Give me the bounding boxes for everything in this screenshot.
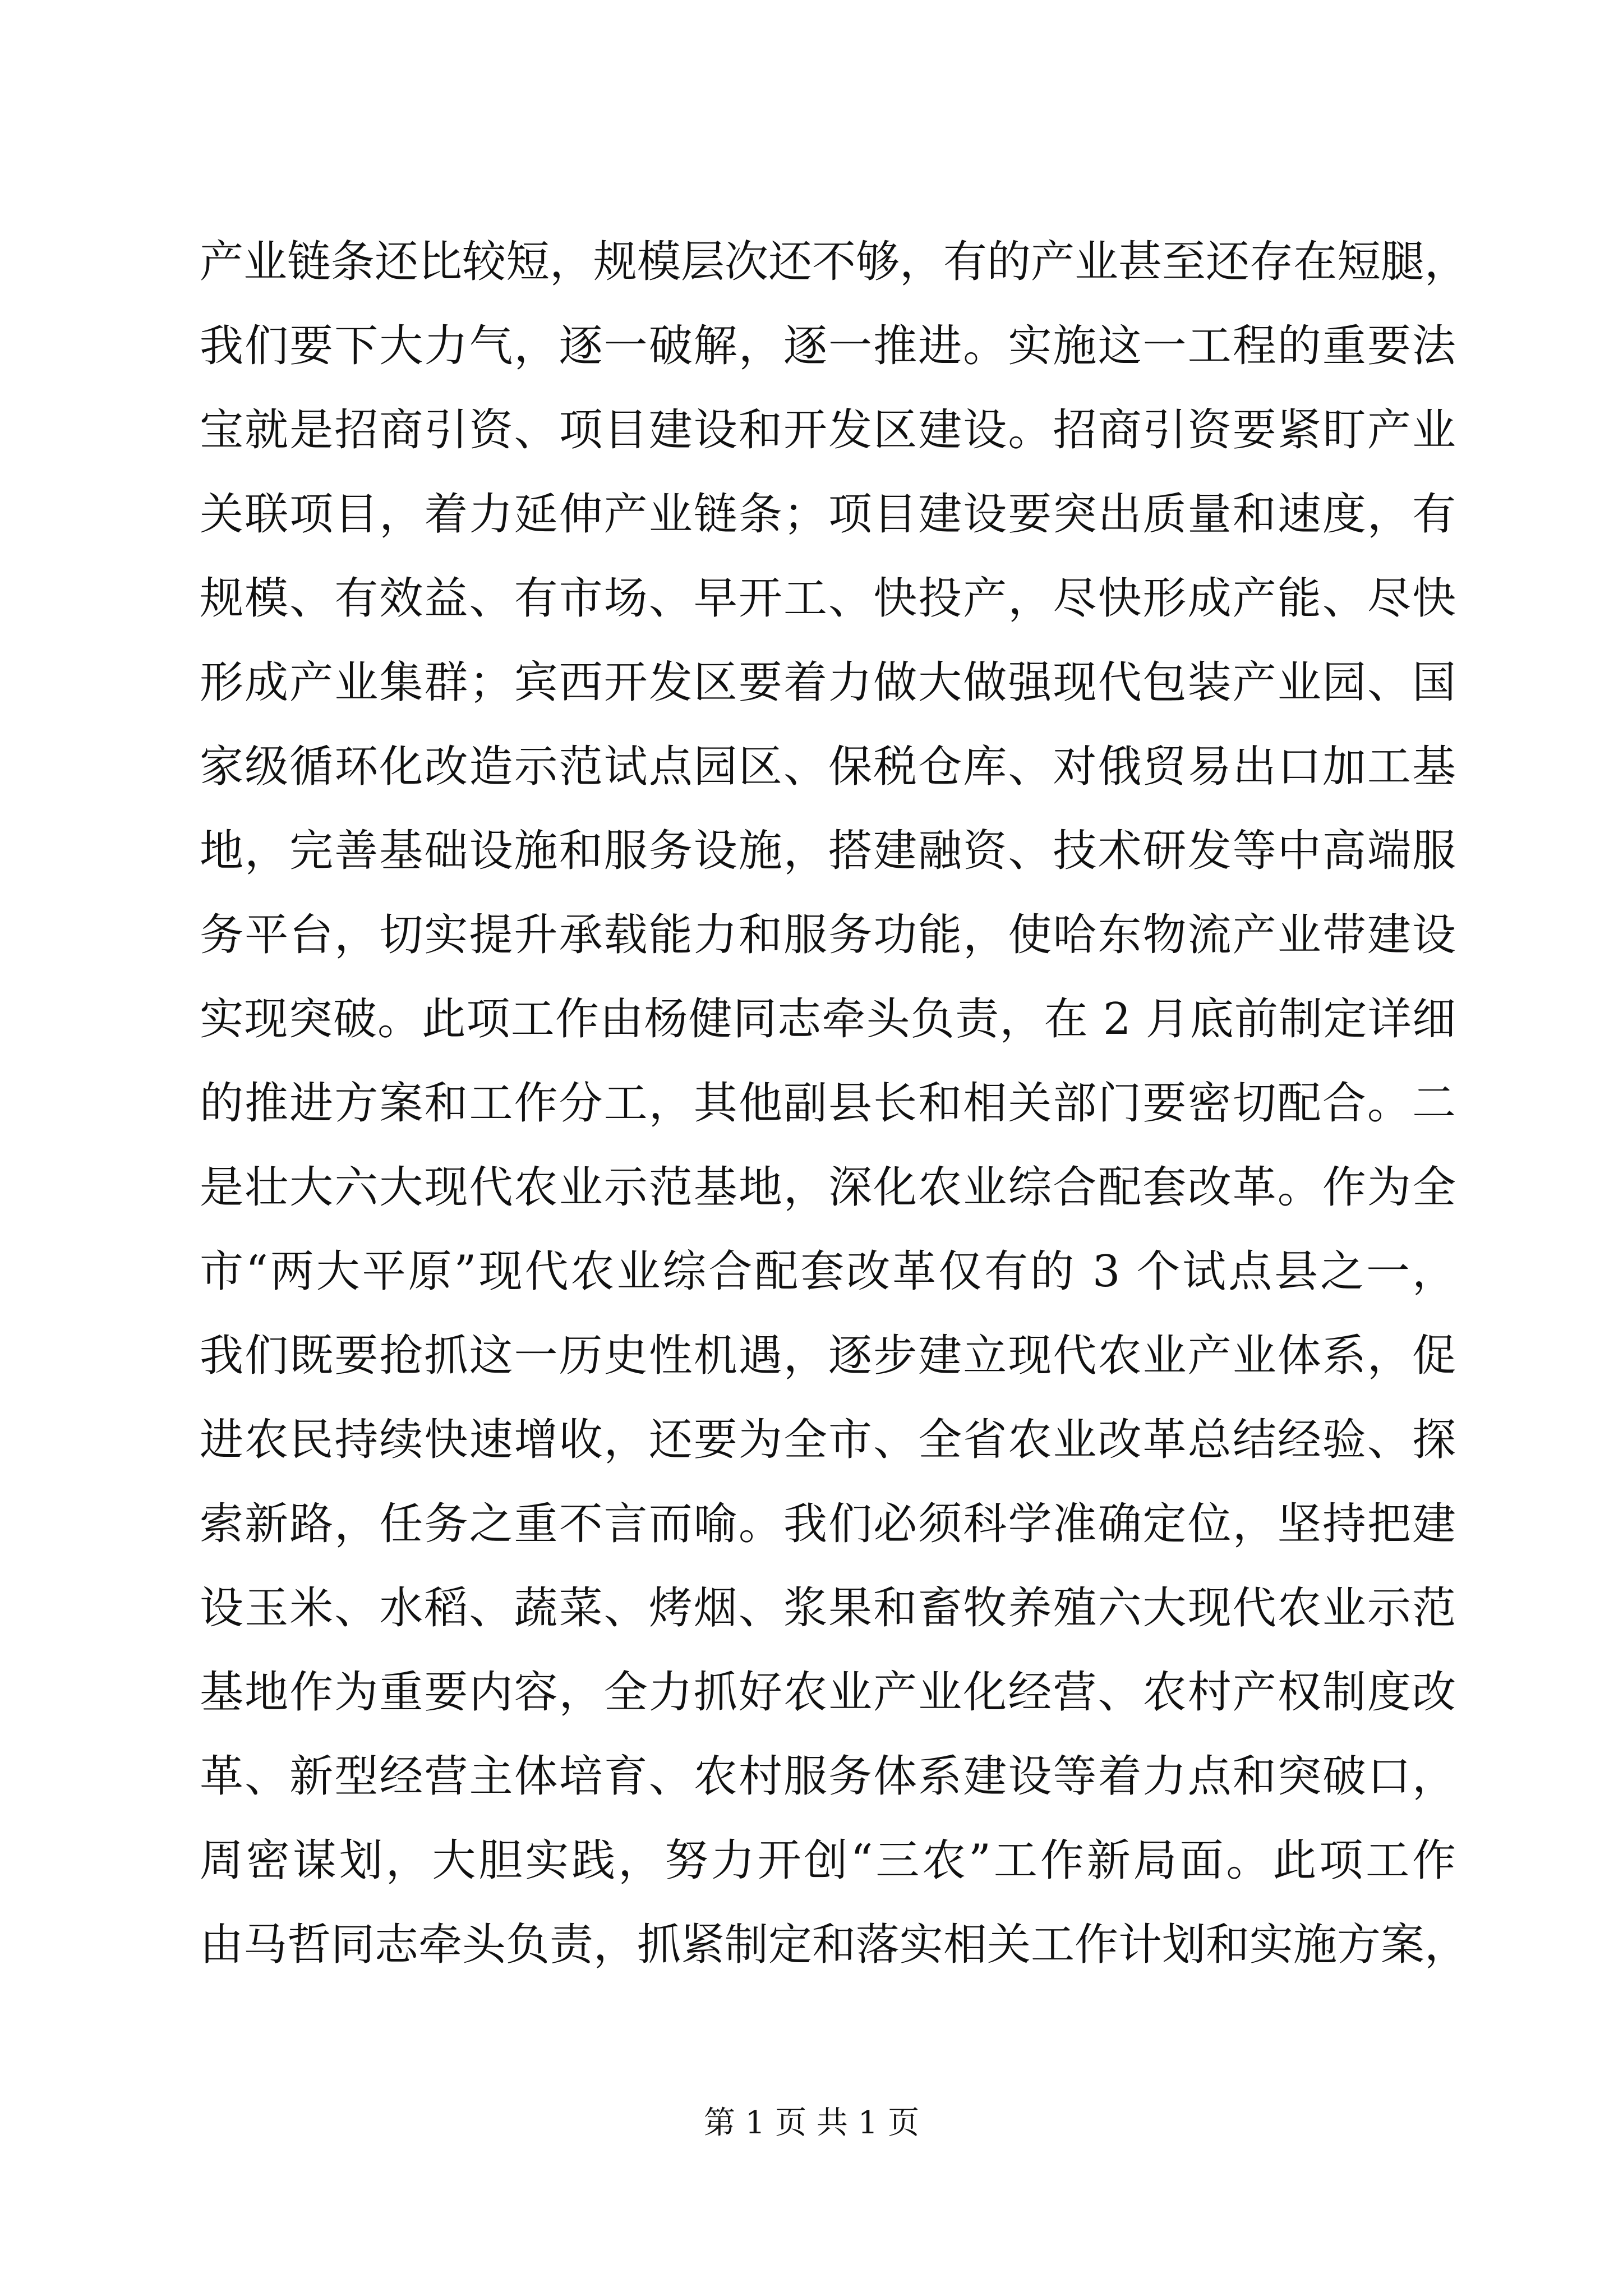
text-line: 周密谋划，大胆实践，努力开创“三农”工作新局面。此项工作 [200,1835,1456,1886]
text-line: 是壮大六大现代农业示范基地，深化农业综合配套改革。作为全 [200,1162,1456,1213]
body-text [200,220,1469,1987]
text-line: 设玉米、水稻、蔬菜、烤烟、浆果和畜牧养殖六大现代农业示范 [200,1583,1456,1634]
text-line: 由马哲同志牵头负责，抓紧制定和落实相关工作计划和实施方案， [200,1920,1469,1970]
text-line: 务平台，切实提升承载能力和服务功能，使哈东物流产业带建设 [200,910,1456,960]
text-line: 我们既要抢抓这一历史性机遇，逐步建立现代农业产业体系，促 [200,1331,1456,1381]
text-line: 关联项目，着力延伸产业链条；项目建设要突出质量和速度，有 [200,489,1456,540]
text-line: 形成产业集群；宾西开发区要着力做大做强现代包装产业园、国 [200,657,1456,708]
text-line: 基地作为重要内容，全力抓好农业产业化经营、农村产权制度改 [200,1667,1456,1718]
text-line: 索新路，任务之重不言而喻。我们必须科学准确定位，坚持把建 [200,1499,1456,1549]
text-line: 进农民持续快速增收，还要为全市、全省农业改革总结经验、探 [200,1415,1456,1465]
text-line: 我们要下大力气，逐一破解，逐一推进。实施这一工程的重要法 [200,321,1456,371]
text-line: 地，完善基础设施和服务设施，搭建融资、技术研发等中高端服 [200,826,1456,876]
text-line: 家级循环化改造示范试点园区、保税仓库、对俄贸易出口加工基 [200,742,1456,792]
text-line: 市“两大平原”现代农业综合配套改革仅有的 3 个试点县之一， [200,1246,1456,1297]
text-line: 的推进方案和工作分工，其他副县长和相关部门要密切配合。二 [200,1078,1456,1129]
text-line: 革、新型经营主体培育、农村服务体系建设等着力点和突破口， [200,1751,1456,1802]
page-number-footer: 第 1 页 共 1 页 [703,2105,920,2141]
text-line: 实现突破。此项工作由杨健同志牵头负责，在 2 月底前制定详细 [200,994,1456,1045]
text-line: 规模、有效益、有市场、早开工、快投产，尽快形成产能、尽快 [200,573,1456,624]
text-line: 宝就是招商引资、项目建设和开发区建设。招商引资要紧盯产业 [200,405,1456,455]
text-line: 产业链条还比较短，规模层次还不够，有的产业甚至还存在短腿， [200,237,1469,287]
